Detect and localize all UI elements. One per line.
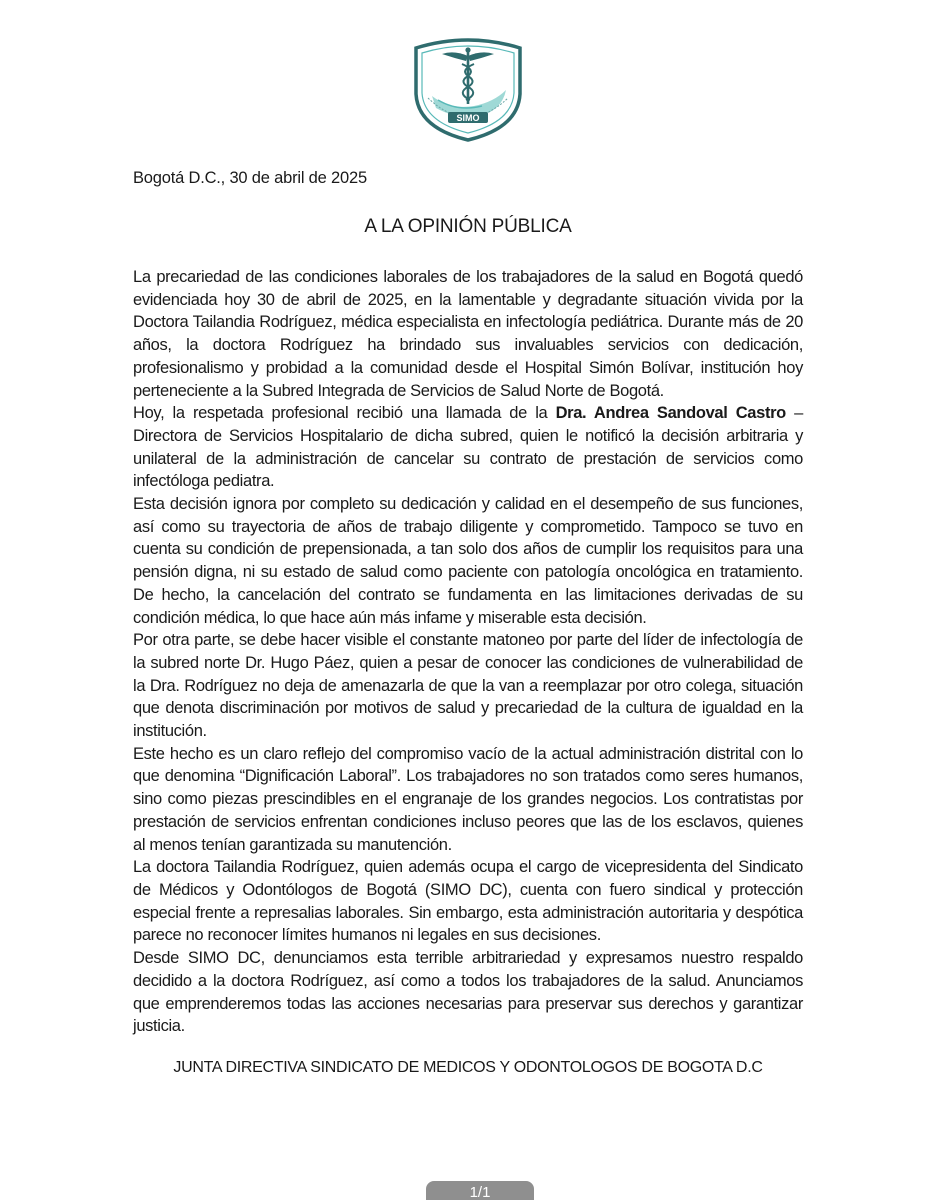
paragraph-7: Desde SIMO DC, denunciamos esta terrible arbitrariedad y expresamos nuestro respaldo decidido a la doctora Rodríguez, así como a todos los trabajadores de la salud. Anunciamos que emprenderemos todas las acciones necesarias para preservar sus derechos y garantizar justicia. [133,949,803,1036]
simo-logo [410,36,526,142]
letter-title: A LA OPINIÓN PÚBLICA [364,216,572,237]
paragraph-5: Este hecho es un claro reflejo del compromiso vacío de la actual administración distrital con lo que denomina “Dignificación Laboral”. Los trabajadores no son tratados como seres humanos, sino como piezas prescindibles en el engranaje de los grandes negocios. Los contratistas por prestación de servicios enfrentan condiciones incluso peores que las de los esclavos, quienes al menos tenían garantizada su manutención. [133,744,803,854]
paragraph-4: Por otra parte, se debe hacer visible el constante matoneo por parte del líder de infectología de la subred norte Dr. Hugo Páez, quien a pesar de conocer las condiciones de vulnerabilidad de la Dra. Rodríguez no deja de amenazarla de que la van a reemplazar por otro colega, situación que denota discriminación por motivos de salud y precariedad de la cultura de igualdad en la institución. [133,631,803,741]
signature: JUNTA DIRECTIVA SINDICATO DE MEDICOS Y ODONTOLOGOS DE BOGOTA D.C [173,1059,763,1076]
logo-text: SIMO [456,113,480,123]
page-indicator[interactable]: 1/1 [426,1181,534,1200]
director-name: Dra. Andrea Sandoval Castro [555,404,786,423]
letter-date: Bogotá D.C., 30 de abril de 2025 [133,169,367,187]
letter-body [133,266,803,1038]
paragraph-3: Esta decisión ignora por completo su dedicación y calidad en el desempeño de sus funciones, así como su trayectoria de años de trabajo diligente y comprometido. Tampoco se tuvo en cuenta su condición de prepensionada, a tan solo dos años de cumplir los requisitos para una pensión digna, ni su estado de salud como paciente con patología oncológica en tratamiento. De hecho, la cancelación del contrato se fundamenta en las limitaciones derivadas de su condición médica, lo que hace aún más infame y miserable esta decisión. [133,495,803,627]
paragraph-2 [133,402,803,493]
paragraph-6: La doctora Tailandia Rodríguez, quien además ocupa el cargo de vicepresidenta del Sindicato de Médicos y Odontólogos de Bogotá (SIMO DC), cuenta con fuero sindical y protección especial frente a represalias laborales. Sin embargo, esta administración autoritaria y despótica parece no reconocer límites humanos ni legales en sus decisiones. [133,858,803,945]
paragraph-1: La precariedad de las condiciones laborales de los trabajadores de la salud en Bogotá quedó evidenciada hoy 30 de abril de 2025, en la lamentable y degradante situación vivida por la Doctora Tailandia Rodríguez, médica especialista en infectología pediátrica. Durante más de 20 años, la doctora Rodríguez ha brindado sus invaluables servicios con dedicación, profesionalismo y probidad a la comunidad desde el Hospital Simón Bolívar, institución hoy perteneciente a la Subred Integrada de Servicios de Salud Norte de Bogotá. [133,268,803,400]
paragraph-2-start: Hoy, la respetada profesional recibió una llamada de la [133,404,556,423]
paragraph-2-end: – Directora de Servicios Hospitalario de dicha subred, quien le notificó la decisión arbitraria y unilateral de la administración de cancelar su contrato de prestación de servicios como infectóloga pediatra. [133,404,803,491]
